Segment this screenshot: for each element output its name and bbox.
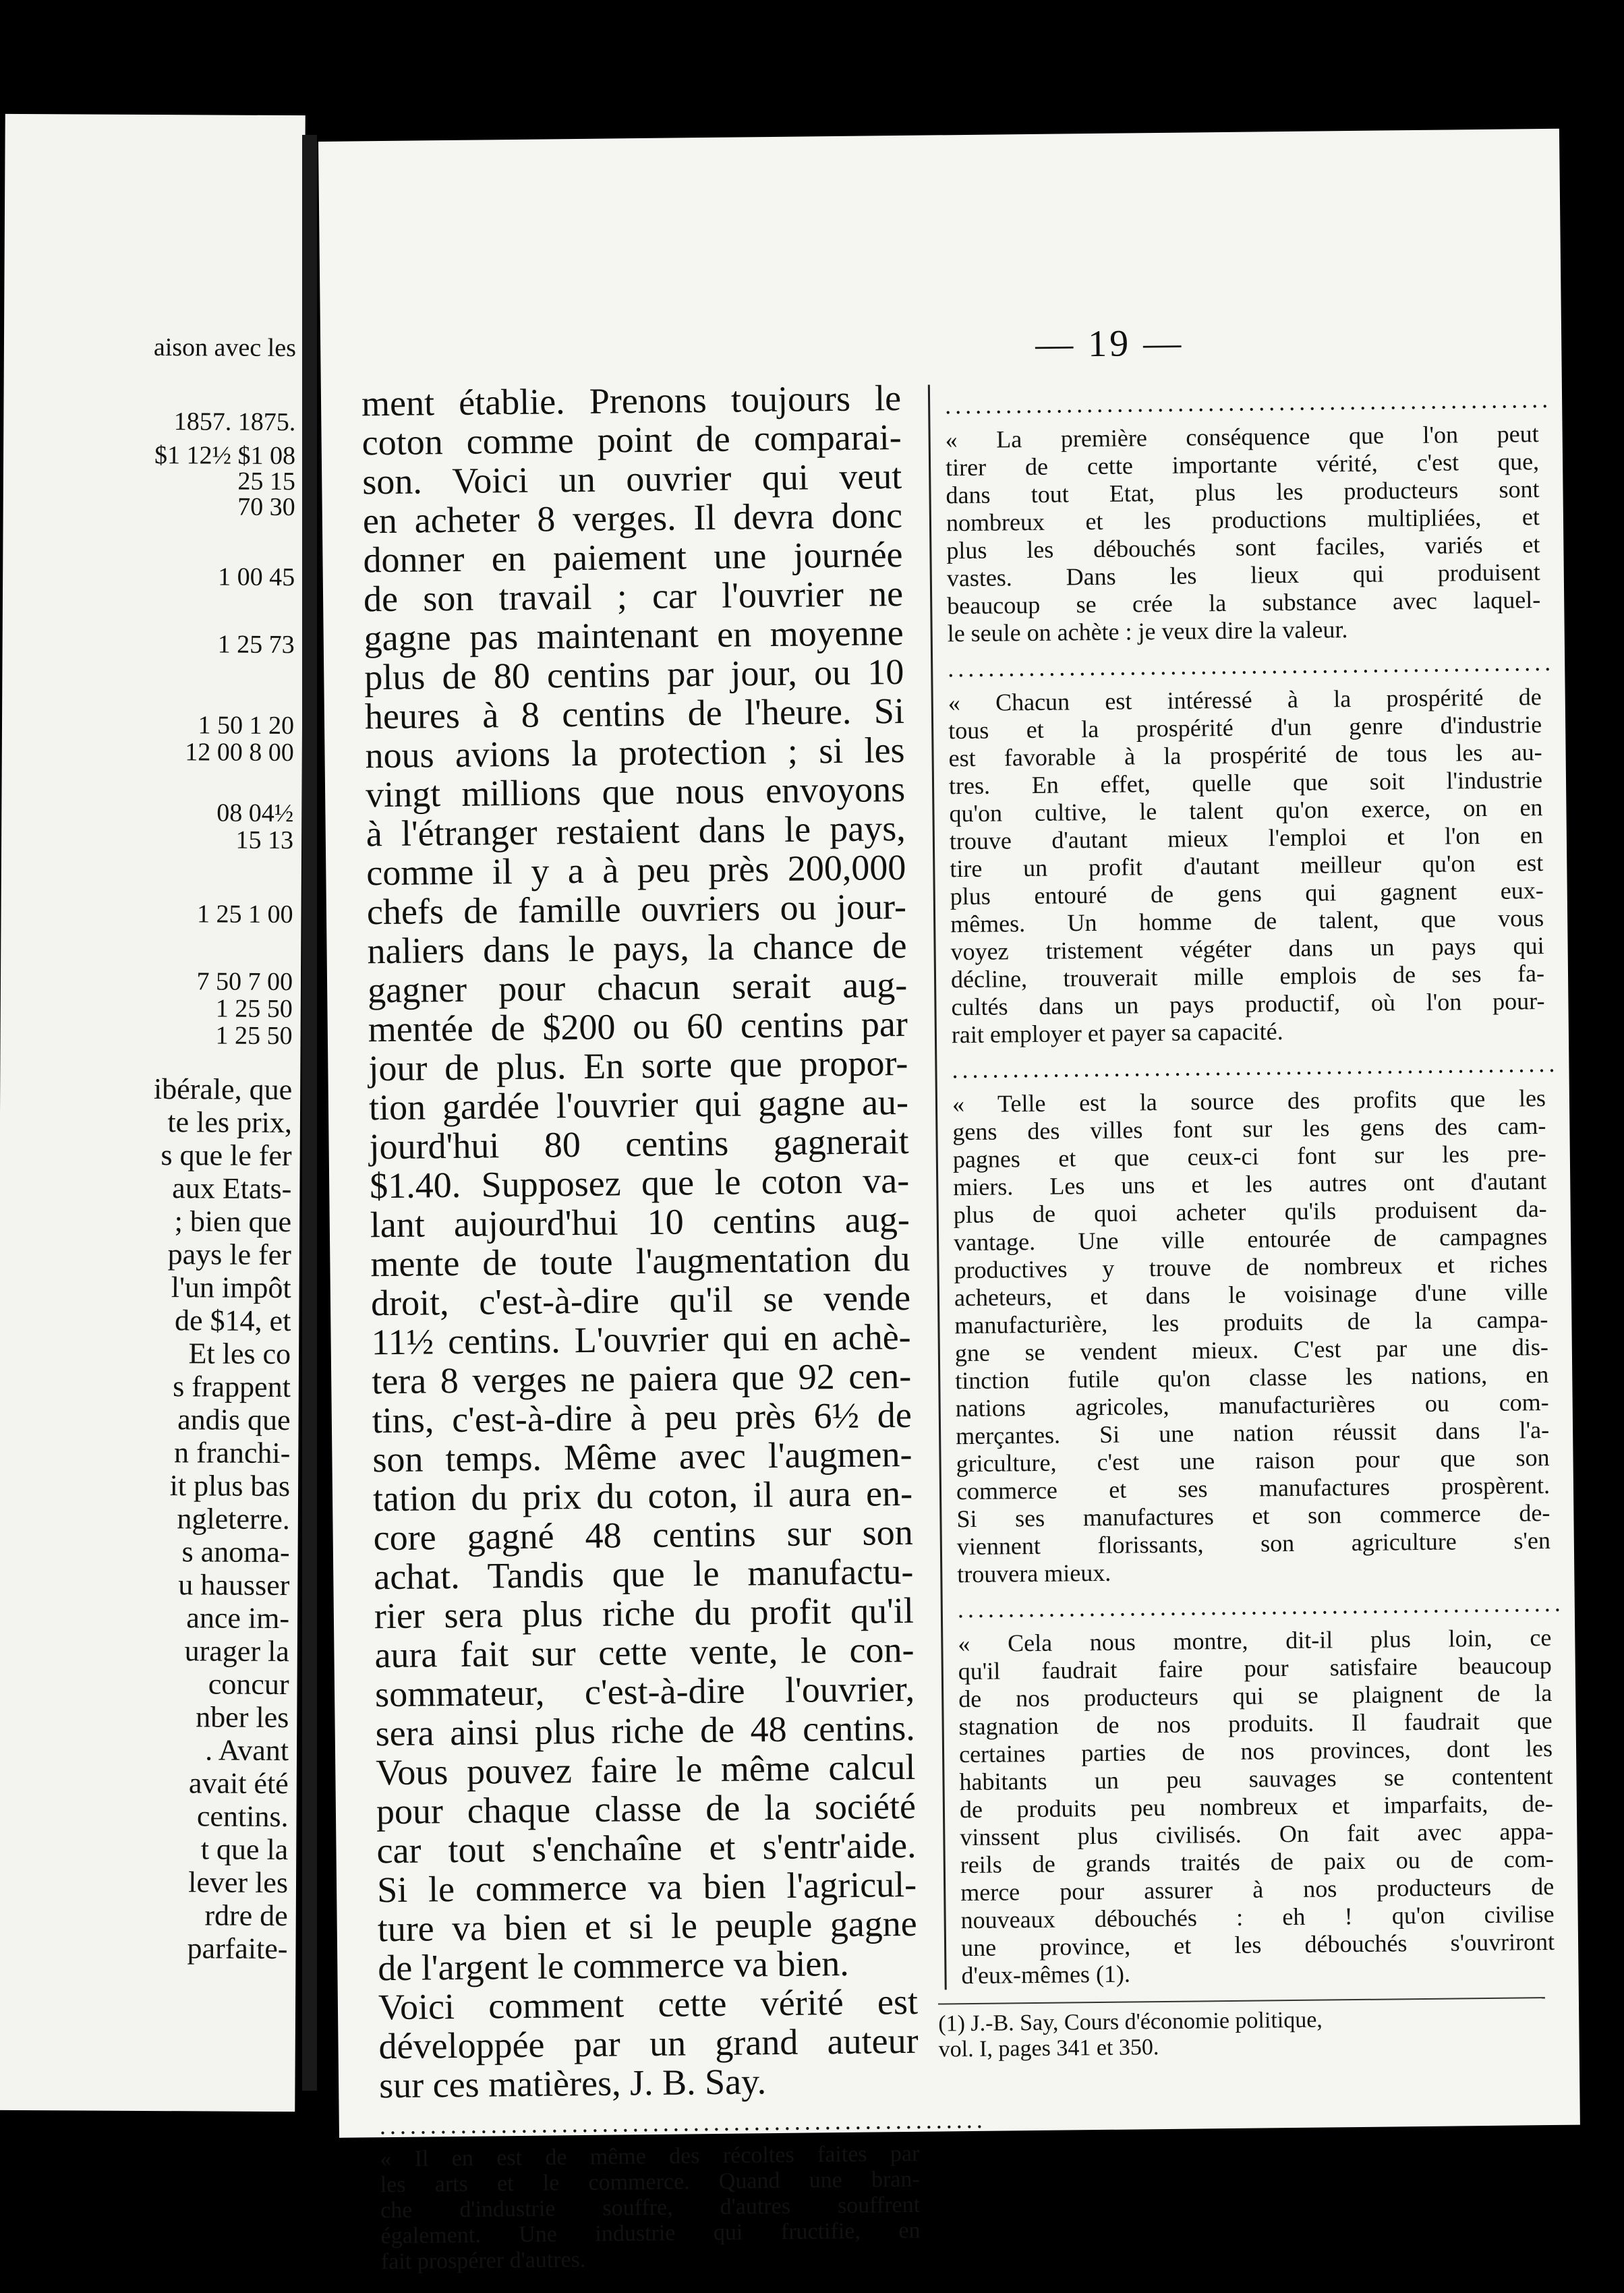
left-page-line: 1 00 45 <box>218 562 295 592</box>
left-page-line: u hausser <box>178 1568 290 1602</box>
quote-line: acheteurs, et dans le voisinage d'une ville <box>954 1278 1548 1312</box>
quote-line: « La première conséquence que l'on peut <box>945 420 1539 454</box>
left-page-line: 7 50 7 00 <box>196 967 293 997</box>
body-text-line: achat. Tandis que le manufactu- <box>373 1550 914 1598</box>
left-page-line: Et les co <box>188 1337 291 1371</box>
quote-line: voyez tristement végéter dans un pays qui <box>950 932 1544 966</box>
body-text-line: donner en paiement une journée <box>363 533 903 581</box>
quote-line: plus de quoi acheter qu'ils produisent da- <box>953 1195 1547 1229</box>
quote-line: gne se vendent mieux. C'est par une dis- <box>954 1333 1549 1367</box>
body-text-line: son temps. Même avec l'augmen- <box>372 1433 912 1480</box>
left-page-line: te les prix, <box>167 1105 293 1140</box>
left-page-line: concur <box>208 1667 289 1702</box>
left-page-line: 70 30 <box>237 492 295 522</box>
quote-line: d'eux-mêmes (1). <box>961 1960 1131 1990</box>
body-text-line: de l'argent le commerce va bien. <box>378 1942 850 1989</box>
quote-line: nouveaux débouchés : eh ! qu'on civilise <box>960 1900 1555 1934</box>
left-page-line: s que le fer <box>161 1138 292 1173</box>
quote-line: mêmes. Un homme de talent, que vous <box>950 904 1544 938</box>
left-page-line: s anoma- <box>181 1535 290 1569</box>
body-text-line: pour chaque classe de la société <box>376 1785 917 1832</box>
left-page-line: 12 00 8 00 <box>185 738 294 767</box>
left-page-line: 08 04½ <box>216 799 294 828</box>
quote-line: miers. Les uns et les autres ont d'autant <box>953 1167 1547 1201</box>
left-page-line: n franchi- <box>173 1436 291 1470</box>
left-page-line: 1 25 50 <box>215 994 293 1024</box>
page-number: — 19 — <box>1035 322 1184 366</box>
quote-line: nombreux et les productions multipliées, et <box>946 503 1540 537</box>
left-page-line: andis que <box>177 1403 291 1437</box>
body-text-line: gagne pas maintenant en moyenne <box>364 612 904 659</box>
left-page-line: lever les <box>188 1865 289 1900</box>
quote-line: merçantes. Si une nation réussit dans l'a- <box>955 1416 1550 1450</box>
quote-line: manufacturière, les produits de la campa- <box>954 1306 1548 1339</box>
quote-line: merce pour assurer à nos producteurs de <box>960 1872 1555 1907</box>
body-text-line: Vous pouvez faire le même calcul <box>376 1746 916 1793</box>
quote-line: tous et la prospérité d'un genre d'industrie <box>948 711 1542 745</box>
quote-line: pagnes et que ceux-ci font sur les pre- <box>952 1140 1547 1173</box>
left-page-line: l'un impôt <box>171 1271 291 1305</box>
body-text-line: car tout s'enchaîne et s'entr'aide. <box>376 1824 917 1871</box>
quote-line: beaucoup se crée la substance avec laquel- <box>947 586 1541 620</box>
footnote-line: « Il en est de même des récoltes faites par <box>380 2141 920 2172</box>
quote-line: productives y trouve de nombreux et riches <box>954 1250 1548 1284</box>
quote-line: nations agricoles, manufacturières ou com- <box>955 1388 1549 1422</box>
quote-line: tres. En effet, quelle que soit l'industrie <box>948 766 1543 800</box>
body-text-line: $1.40. Supposez que le coton va- <box>369 1159 910 1207</box>
quote-line: stagnation de nos produits. Il faudrait que <box>958 1706 1553 1741</box>
body-text-line: droit, c'est-à-dire qu'il se vende <box>370 1277 911 1324</box>
body-text-line: gagner pour chacun serait aug- <box>367 964 908 1011</box>
left-page-line: 1857. 1875. <box>173 407 296 437</box>
quote-line: certaines parties de nos provinces, dont les <box>958 1734 1553 1768</box>
quote-line: une province, et les débouchés s'ouvriront <box>960 1927 1555 1962</box>
body-text-line: tion gardée l'ouvrier qui gagne au- <box>368 1081 909 1128</box>
left-page-line: rdre de <box>204 1898 288 1933</box>
quote-line: Si ses manufactures et son commerce de- <box>956 1499 1550 1533</box>
quote-line: de produits peu nombreux et imparfaits, de- <box>959 1789 1554 1824</box>
body-text-line: naliers dans le pays, la chance de <box>367 925 907 972</box>
body-text-line: coton comme point de comparai- <box>361 416 902 463</box>
body-text-line: lant aujourd'hui 10 centins aug- <box>370 1198 910 1246</box>
quote-line: cultés dans un pays productif, où l'on pour- <box>951 987 1545 1021</box>
left-page-line: pays le fer <box>167 1238 292 1272</box>
left-page-line: 15 13 <box>235 825 294 855</box>
left-page-line: aison avec les <box>153 333 297 363</box>
quotation-column <box>928 378 1565 1990</box>
quote-line: tire un profit d'autant meilleur qu'on est <box>950 849 1544 883</box>
left-page-line: nber les <box>196 1700 289 1735</box>
body-text-line: de son travail ; car l'ouvrier ne <box>363 573 904 620</box>
left-page-line: 25 15 <box>237 467 296 496</box>
left-page-line: 1 25 50 <box>215 1021 293 1051</box>
body-text-line: vingt millions que nous envoyons <box>365 768 906 815</box>
body-text-line: plus de 80 centins par jour, ou 10 <box>364 651 904 698</box>
left-page-line: . Avant <box>205 1733 289 1768</box>
body-text-line: développée par un grand auteur <box>378 2020 919 2067</box>
quote-line: tirer de cette importante vérité, c'est que, <box>945 448 1540 482</box>
left-page-line: ; bien que <box>174 1204 292 1239</box>
footnote-line: également. Une industrie qui fructifie, en <box>380 2217 921 2249</box>
left-page-line: t que la <box>200 1832 289 1867</box>
left-page-line: ance im- <box>186 1601 290 1635</box>
body-text-line: jour de plus. En sorte que propor- <box>368 1042 908 1089</box>
quote-line: « Chacun est intéressé à la prospérité de <box>948 683 1542 717</box>
body-text-line: à l'étranger restaient dans le pays, <box>366 807 906 854</box>
quote-line: trouve d'autant mieux l'emploi et l'on en <box>949 821 1544 855</box>
left-page-line: de $14, et <box>174 1304 291 1338</box>
body-text-line: rier sera plus riche du profit qu'il <box>374 1590 915 1637</box>
left-page-line: urager la <box>184 1634 289 1668</box>
left-page-line: ngleterre. <box>177 1502 290 1536</box>
footnote-line: vol. I, pages 341 et 350. <box>938 2035 1159 2062</box>
quote-line: tinction futile qu'on classe les nations, en <box>955 1360 1549 1395</box>
quote-line: qu'on cultive, le talent qu'on exerce, on en <box>949 794 1543 828</box>
left-page-line: 1 25 73 <box>217 630 295 660</box>
body-text-line: ture va bien et si le peuple gagne <box>377 1903 918 1950</box>
left-page-line: aux Etats- <box>172 1171 292 1206</box>
body-text-line: sera ainsi plus riche de 48 centins. <box>375 1707 915 1754</box>
body-text-line: sur ces matières, J. B. Say. <box>378 2061 767 2106</box>
body-text-line: mente de toute l'augmentation du <box>370 1238 910 1285</box>
quote-line: rait employer et payer sa capacité. <box>951 1018 1283 1049</box>
body-text-line: Voici comment cette vérité est <box>378 1981 919 2028</box>
body-text-line: chefs de famille ouvriers ou jour- <box>366 886 907 933</box>
quote-line: le seule on achète : je veux dire la valeur. <box>947 616 1348 647</box>
separator-dots: ............................................................ <box>944 385 1553 419</box>
quote-line: décline, trouverait mille emplois de ses fa- <box>950 960 1545 993</box>
body-text-line: 11½ centins. L'ouvrier qui en achè- <box>371 1316 911 1363</box>
body-text-line: aura fait sur cette vente, le con- <box>374 1629 915 1676</box>
main-text-column <box>361 377 987 2275</box>
body-text-line: tins, c'est-à-dire à peu près 6½ de <box>372 1394 912 1441</box>
body-text-line: nous avions la protection ; si les <box>365 729 905 776</box>
separator-dots: ............................................................ <box>957 1589 1565 1623</box>
footnote-line: fait prospérer d'autres. <box>380 2247 586 2275</box>
quote-line: vantage. Une ville entourée de campagnes <box>953 1223 1548 1256</box>
left-page-line: parfaite- <box>187 1932 288 1966</box>
body-text-line: tera 8 verges ne paiera que 92 cen- <box>371 1355 912 1402</box>
right-page <box>318 129 1580 2275</box>
quote-line: commerce et ses manufactures prospèrent. <box>956 1471 1550 1505</box>
footnote-line: (1) J.-B. Say, Cours d'économie politique, <box>938 2007 1323 2037</box>
footnote-line: che d'industrie souffre, d'autres souffrent <box>380 2192 921 2224</box>
quote-line: « Cela nous montre, dit-il plus loin, ce <box>958 1623 1552 1658</box>
left-page-line: centins. <box>196 1799 289 1834</box>
body-text-line: comme il y a à peu près 200,000 <box>366 846 906 894</box>
quote-line: habitants un peu sauvages se contentent <box>959 1762 1553 1796</box>
right-footnote <box>938 1997 1546 2062</box>
separator-dots: ............................................................ <box>379 2106 987 2140</box>
separator-dots: ............................................................ <box>952 1049 1559 1084</box>
footnote-line: les arts et le commerce. Quand une bran- <box>380 2166 920 2198</box>
body-text-line: ment établie. Prenons toujours le <box>361 377 902 424</box>
quote-line: gens des villes font sur les gens des cam- <box>952 1112 1546 1146</box>
left-page-line: ibérale, que <box>153 1072 293 1107</box>
body-text-line: tation du prix du coton, il aura en- <box>372 1472 913 1519</box>
body-text-line: sommateur, c'est-à-dire l'ouvrier, <box>374 1668 915 1715</box>
quote-line: viennent florissants, son agriculture s'en <box>956 1526 1551 1561</box>
book-gutter <box>302 135 317 2091</box>
body-text-line: en acheter 8 verges. Il devra donc <box>362 494 903 542</box>
body-text-line: core gagné 48 centins sur son <box>373 1511 913 1559</box>
quote-line: trouvera mieux. <box>957 1559 1111 1588</box>
left-page-line: it plus bas <box>169 1469 291 1503</box>
separator-dots: ............................................................ <box>948 648 1555 683</box>
body-text-line: jourd'hui 80 centins gagnerait <box>369 1120 909 1167</box>
quote-line: « Telle est la source des profits que les <box>952 1084 1546 1118</box>
body-text-line: heures à 8 centins de l'heure. Si <box>364 690 905 737</box>
left-page-line: avait été <box>188 1766 289 1801</box>
quote-line: plus les débouchés sont faciles, variés et <box>946 531 1540 564</box>
left-page-line: 1 50 1 20 <box>198 711 295 741</box>
quote-line: vinssent plus civilisés. On fait avec appa- <box>960 1817 1554 1851</box>
quote-line: reils de grands traités de paix ou de com- <box>960 1845 1554 1879</box>
quote-line: de nos producteurs qui se plaignent de la <box>958 1679 1553 1713</box>
quote-line: plus entouré de gens qui gagnent eux- <box>950 877 1544 910</box>
quote-line: qu'il faudrait faire pour satisfaire beaucoup <box>958 1651 1552 1685</box>
quote-line: vastes. Dans les lieux qui produisent <box>946 558 1540 592</box>
body-text-line: son. Voici un ouvrier qui veut <box>361 455 902 502</box>
left-page-fragment <box>0 114 306 2112</box>
body-text-line: Si le commerce va bien l'agricul- <box>376 1863 917 1911</box>
quote-line: est favorable à la prospérité de tous les au- <box>948 738 1542 772</box>
left-page-line: $1 12½ $1 08 <box>154 441 296 471</box>
left-page-line: 1 25 1 00 <box>196 900 293 929</box>
quote-line: dans tout Etat, plus les producteurs sont <box>946 475 1540 509</box>
left-page-line: s frappent <box>173 1370 291 1404</box>
body-text-line: mentée de $200 ou 60 centins par <box>368 1003 908 1050</box>
quote-line: griculture, c'est une raison pour que son <box>956 1443 1550 1478</box>
